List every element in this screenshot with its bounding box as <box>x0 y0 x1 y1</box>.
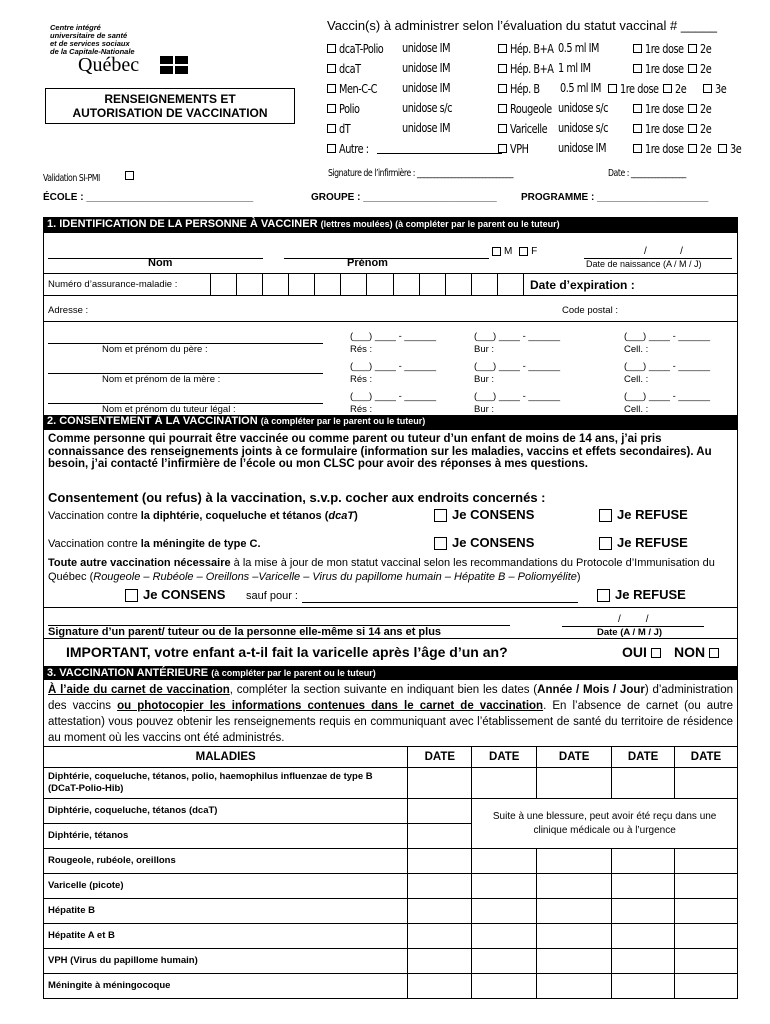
vaccine-name: Hép. B+A <box>510 41 554 56</box>
vaccine-name: dcaT-Polio <box>339 41 384 56</box>
phone-res[interactable]: (___) ____ - ______ <box>350 331 437 342</box>
dose2-checkbox[interactable] <box>688 64 697 73</box>
sex-options <box>492 246 537 257</box>
section3-subtitle: (à compléter par le parent ou le tuteur) <box>211 668 376 678</box>
vac2-consent-label: Je CONSENS <box>452 535 535 550</box>
section3-p3: . En l’absence de carnet (ou autre attestation) vous pouvez obtenir les renseignements requis en communiquant avec l’établissement de santé du territoire de résidence au moment où les vaccins ont été administrés. <box>48 700 734 744</box>
vac1-refuse-option[interactable] <box>599 507 688 522</box>
date-cell[interactable] <box>675 874 738 899</box>
date-cell[interactable] <box>472 849 537 874</box>
phone-cell[interactable]: (___) ____ - ______ <box>624 391 711 402</box>
section3-bold: Année / Mois / Jour <box>537 684 645 696</box>
date-cell[interactable] <box>408 824 472 849</box>
parent-name-label[interactable]: Nom et prénom du tuteur légal : <box>102 404 236 415</box>
date-cell[interactable] <box>675 974 738 999</box>
disease-cell: VPH (Virus du papillome humain) <box>44 949 408 974</box>
vaccine-name: Hép. B <box>510 81 540 96</box>
programme-field[interactable]: PROGRAMME : ____________________ <box>521 192 709 203</box>
other-consent-label: Je CONSENS <box>143 587 226 602</box>
dose1-checkbox[interactable] <box>633 104 642 113</box>
vaccine-name: Men-C-C <box>339 81 377 96</box>
table-row <box>44 799 738 824</box>
org-line1: Centre intégré <box>50 23 101 32</box>
consent-intro: Comme personne qui pourrait être vaccinée ou comme parent ou tuteur d’un enfant de moins de 14 ans, j’ai pris connaissance des renseignements joints à ce formulaire (information sur les maladies, vaccins et effets secondaires). Au besoin, j’ai contacté l’infirmière de l’école ou mon CLSC pour avoir des réponses à mes questions. <box>48 433 712 470</box>
date-cell[interactable] <box>612 899 675 924</box>
phone-bur[interactable]: (___) ____ - ______ <box>474 331 561 342</box>
date-cell[interactable] <box>537 899 612 924</box>
vaccine-option-right[interactable] <box>498 120 748 140</box>
date-cell[interactable] <box>537 849 612 874</box>
date-cell[interactable] <box>408 849 472 874</box>
vaccine-other-line[interactable] <box>377 153 502 154</box>
phone-bur-label: Bur : <box>474 344 495 355</box>
signature-date-slashes[interactable]: / / <box>618 614 649 625</box>
dose3-label: 3e <box>715 81 727 96</box>
vaccine-dose: unidose s/c <box>558 120 608 135</box>
phone-cell-label: Cell. : <box>624 344 649 355</box>
dose2-label: 2e <box>700 101 712 116</box>
title-line2: AUTORISATION DE VACCINATION <box>72 106 268 120</box>
vaccine-name: Varicelle <box>510 121 548 136</box>
date-cell[interactable] <box>472 874 537 899</box>
phone-res[interactable]: (___) ____ - ______ <box>350 391 437 402</box>
vaccine-option-right[interactable] <box>498 140 748 160</box>
dose2-label: 2e <box>700 61 712 76</box>
section2-body <box>43 430 738 666</box>
vac1-pre: Vaccination contre <box>48 510 141 522</box>
vaccine-checkbox[interactable] <box>327 84 336 93</box>
date-cell[interactable] <box>675 768 738 799</box>
phone-res[interactable]: (___) ____ - ______ <box>350 361 437 372</box>
vaccine-option-left[interactable] <box>327 140 497 160</box>
vaccine-dose: unidose IM <box>558 140 607 155</box>
vac1-row <box>48 507 734 522</box>
dose2-checkbox[interactable] <box>663 84 672 93</box>
dose1-checkbox[interactable] <box>633 124 642 133</box>
dose2-checkbox[interactable] <box>688 104 697 113</box>
col-date-4: DATE <box>612 747 675 768</box>
date-cell[interactable] <box>537 768 612 799</box>
org-line4: de la Capitale-Nationale <box>50 47 135 56</box>
date-cell[interactable] <box>408 974 472 999</box>
dose2-checkbox[interactable] <box>688 124 697 133</box>
parent-row <box>44 359 737 387</box>
disease-cell: Méningite à méningocoque <box>44 974 408 999</box>
phone-bur[interactable]: (___) ____ - ______ <box>474 391 561 402</box>
vac1-italic: dcaT <box>328 510 355 522</box>
vaccine-option-left[interactable] <box>327 100 497 120</box>
date-cell[interactable] <box>537 974 612 999</box>
col-date-5: DATE <box>675 747 738 768</box>
vaccine-name: VPH <box>510 141 529 156</box>
code-postal-label[interactable]: Code postal : <box>562 305 618 316</box>
sauf-pour-line[interactable] <box>302 602 578 603</box>
vaccine-dose: unidose IM <box>402 60 451 75</box>
vaccine-checkbox[interactable] <box>327 124 336 133</box>
vaccine-checkbox[interactable] <box>327 64 336 73</box>
vac1-bold: la diphtérie, coqueluche et tétanos ( <box>140 510 329 522</box>
date-cell[interactable] <box>537 924 612 949</box>
col-date-2: DATE <box>472 747 537 768</box>
vaccination-history-table <box>43 746 738 999</box>
date-cell[interactable] <box>537 874 612 899</box>
vaccine-dose: unidose s/c <box>558 100 608 115</box>
date-cell[interactable] <box>675 924 738 949</box>
section2-title: 2. CONSENTEMENT À LA VACCINATION <box>47 415 258 427</box>
disease-cell: Hépatite A et B <box>44 924 408 949</box>
dose1-label: 1re dose <box>645 41 684 56</box>
parent-row <box>44 329 737 357</box>
vaccine-dose: unidose IM <box>402 120 451 135</box>
date-cell[interactable] <box>675 949 738 974</box>
date-cell[interactable] <box>612 974 675 999</box>
vaccine-checkbox[interactable] <box>498 84 507 93</box>
dose3-label: 3e <box>730 141 742 156</box>
vaccine-name: Polio <box>339 101 360 116</box>
disease-cell: Diphtérie, tétanos <box>44 824 408 849</box>
dose2-checkbox[interactable] <box>688 144 697 153</box>
vaccines-right <box>498 40 748 160</box>
varicelle-oui[interactable] <box>622 644 664 660</box>
section2-subtitle: (à compléter par le parent ou le tuteur) <box>260 416 426 426</box>
vac1-refuse-label: Je REFUSE <box>617 507 688 522</box>
section3-bold-underline: ou photocopier les informations contenues dans le carnet de vaccination <box>117 700 544 712</box>
date-cell[interactable] <box>408 949 472 974</box>
dose1-label: 1re dose <box>645 61 684 76</box>
consent-title: Consentement (ou refus) à la vaccination, s.v.p. cocher aux endroits concernés : <box>48 490 546 505</box>
nom-label: Nom <box>148 257 173 269</box>
sex-m-checkbox[interactable] <box>492 247 501 256</box>
varicelle-non-label: NON <box>674 644 706 660</box>
groupe-field[interactable]: GROUPE : ________________________ <box>311 192 497 203</box>
dose1-label: 1re dose <box>645 121 684 136</box>
vaccine-option-right[interactable] <box>498 40 748 60</box>
phone-bur-label: Bur : <box>474 404 495 415</box>
date-cell[interactable] <box>675 899 738 924</box>
vaccine-dose: unidose s/c <box>402 100 452 115</box>
table-row <box>44 949 738 974</box>
vac2-refuse-label: Je REFUSE <box>617 535 688 550</box>
nurse-date[interactable]: Date : ________________ <box>608 168 686 179</box>
varicelle-non[interactable] <box>674 644 722 660</box>
validation-label: Validation SI-PMI <box>43 173 100 184</box>
vaccine-checkbox[interactable] <box>327 104 336 113</box>
col-maladies: MALADIES <box>44 747 408 768</box>
org-logo <box>50 23 200 76</box>
section3-paragraph <box>43 680 738 746</box>
date-cell[interactable] <box>408 768 472 799</box>
title-line1: RENSEIGNEMENTS ET <box>104 92 236 106</box>
vaccine-dose: 0.5 ml IM <box>558 40 599 55</box>
disease-cell: Hépatite B <box>44 899 408 924</box>
org-line3: et de services sociaux <box>50 39 130 48</box>
dob-field[interactable]: / / <box>644 246 683 257</box>
vaccine-option-left[interactable] <box>327 120 497 140</box>
vac2-pre: Vaccination contre <box>48 538 141 550</box>
date-cell[interactable] <box>472 768 537 799</box>
expiration-label[interactable]: Date d’expiration : <box>530 278 635 292</box>
vaccine-checkbox[interactable] <box>498 144 507 153</box>
date-cell[interactable] <box>472 949 537 974</box>
vaccine-dose: unidose IM <box>402 80 451 95</box>
phone-cell-label: Cell. : <box>624 374 649 385</box>
vac1-end: ) <box>354 510 358 522</box>
vaccine-option-left[interactable] <box>327 60 497 80</box>
org-line2: universitaire de santé <box>50 31 128 40</box>
sex-m-label: M <box>504 246 513 257</box>
table-row <box>44 899 738 924</box>
table-row <box>44 974 738 999</box>
vaccine-dose: 1 ml IM <box>558 60 591 75</box>
vaccine-checkbox[interactable] <box>498 124 507 133</box>
sex-f-checkbox[interactable] <box>519 247 528 256</box>
parent-row <box>44 389 737 417</box>
date-cell[interactable] <box>675 849 738 874</box>
section3-underline: À l’aide du carnet de vaccination <box>48 684 230 696</box>
date-cell[interactable] <box>472 974 537 999</box>
vaccine-checkbox[interactable] <box>498 44 507 53</box>
adresse-label[interactable]: Adresse : <box>48 305 89 316</box>
date-cell[interactable] <box>408 799 472 824</box>
signature-date-label: Date (A / M / J) <box>597 627 663 638</box>
phone-bur-label: Bur : <box>474 374 495 385</box>
other-vac-paragraph <box>48 556 738 584</box>
vac2-refuse-option[interactable] <box>599 535 688 550</box>
col-date-3: DATE <box>537 747 612 768</box>
parent-name-label[interactable]: Nom et prénom du père : <box>102 344 208 355</box>
dose3-checkbox[interactable] <box>703 84 712 93</box>
vaccine-dose: 0.5 ml IM <box>560 80 601 95</box>
phone-cell[interactable]: (___) ____ - ______ <box>624 361 711 372</box>
varicelle-question: IMPORTANT, votre enfant a-t-il fait la varicelle après l’âge d’un an? <box>66 644 508 660</box>
section1-body <box>43 233 738 415</box>
disease-cell: Diphtérie, coqueluche, tétanos (dcaT) <box>44 799 408 824</box>
section1-title: 1. IDENTIFICATION DE LA PERSONNE À VACCINER <box>47 218 318 230</box>
validation-row <box>43 168 733 184</box>
date-cell[interactable] <box>472 924 537 949</box>
other-vac-italic: Rougeole – Rubéole – Oreillons –Varicelle – Virus du papillome humain – Hépatite B – Poliomyélite <box>93 571 577 583</box>
table-row <box>44 849 738 874</box>
date-cell[interactable] <box>612 768 675 799</box>
dose1-label: 1re dose <box>620 81 659 96</box>
dose1-checkbox[interactable] <box>633 64 642 73</box>
dose3-checkbox[interactable] <box>718 144 727 153</box>
other-refuse-label: Je REFUSE <box>615 587 686 602</box>
other-vac-text2: ) <box>576 571 581 583</box>
phone-res-label: Rés : <box>350 404 373 415</box>
dose2-label: 2e <box>675 81 687 96</box>
disease-cell: Varicelle (picote) <box>44 874 408 899</box>
table-header-row <box>44 747 738 768</box>
section3-header <box>43 666 738 680</box>
other-vac-text1: à la mise à jour de mon statut vaccinal selon les recommandations du Protocole d’Immunisation du Québec ( <box>48 557 715 583</box>
phone-bur[interactable]: (___) ____ - ______ <box>474 361 561 372</box>
section3-p1: , compléter la section suivante en indiquant bien les dates ( <box>229 684 538 696</box>
col-date-1: DATE <box>408 747 472 768</box>
vaccine-name: dcaT <box>339 61 361 76</box>
date-cell[interactable] <box>408 874 472 899</box>
vaccine-header: Vaccin(s) à administrer selon l’évaluation du statut vaccinal # _____ <box>327 18 717 33</box>
vac2-bold: la méningite de type C. <box>140 538 261 550</box>
section1-subtitle: (lettres moulées) (à compléter par le parent ou le tuteur) <box>320 219 560 229</box>
vaccine-option-left[interactable] <box>327 40 497 60</box>
disease-cell: Diphtérie, coqueluche, tétanos, polio, haemophilus influenzae de type B (DCaT-Polio-Hib) <box>44 768 408 799</box>
school-row <box>43 192 738 203</box>
date-cell[interactable] <box>408 899 472 924</box>
title-box <box>45 88 295 124</box>
date-cell[interactable] <box>612 924 675 949</box>
vaccine-dose: unidose IM <box>402 40 451 55</box>
dose1-label: 1re dose <box>645 141 684 156</box>
quebec-flag-icon <box>160 56 188 74</box>
phone-res-label: Rés : <box>350 344 373 355</box>
other-vac-bold: Toute autre vaccination nécessaire <box>48 557 231 569</box>
section2-header <box>43 415 738 430</box>
vac1-consent-option[interactable] <box>434 507 534 522</box>
vaccine-option-right[interactable] <box>498 80 748 100</box>
ecole-field[interactable]: ÉCOLE : ______________________________ <box>43 192 254 203</box>
ramq-boxes[interactable] <box>210 273 524 295</box>
date-cell[interactable] <box>612 874 675 899</box>
signature-parent-label[interactable]: Signature d’un parent/ tuteur ou de la personne elle-même si 14 ans et plus <box>48 625 510 638</box>
vaccine-name: Hép. B+A <box>510 61 554 76</box>
table-row <box>44 768 738 799</box>
dose2-label: 2e <box>700 121 712 136</box>
disease-cell: Rougeole, rubéole, oreillons <box>44 849 408 874</box>
other-consent-option[interactable] <box>125 587 225 602</box>
prenom-label: Prénom <box>347 257 388 269</box>
dose2-label: 2e <box>700 141 712 156</box>
sex-f-label: F <box>531 246 538 257</box>
phone-cell[interactable]: (___) ____ - ______ <box>624 331 711 342</box>
vaccine-checkbox[interactable] <box>498 64 507 73</box>
dose1-label: 1re dose <box>645 101 684 116</box>
section3-title: 3. VACCINATION ANTÉRIEURE <box>47 667 209 679</box>
vaccine-name: Rougeole <box>510 101 552 116</box>
quebec-wordmark: Québec <box>78 54 140 76</box>
varicelle-oui-label: OUI <box>622 644 647 660</box>
vaccine-option-right[interactable] <box>498 100 748 120</box>
dose1-checkbox[interactable] <box>633 144 642 153</box>
vaccine-option-left[interactable] <box>327 80 497 100</box>
parent-name-label[interactable]: Nom et prénom de la mère : <box>102 374 221 385</box>
validation-checkbox[interactable] <box>125 171 134 180</box>
dose1-checkbox[interactable] <box>633 44 642 53</box>
vaccine-name: Autre : <box>339 141 369 156</box>
table-row <box>44 924 738 949</box>
table-row <box>44 874 738 899</box>
ramq-label: Numéro d’assurance-maladie : <box>48 279 178 290</box>
phone-res-label: Rés : <box>350 374 373 385</box>
vac1-consent-label: Je CONSENS <box>452 507 535 522</box>
vaccine-option-right[interactable] <box>498 60 748 80</box>
section3-p2: ) d’administration des vaccins <box>48 684 733 712</box>
section1-header <box>43 217 738 233</box>
dose1-checkbox[interactable] <box>608 84 617 93</box>
vaccine-checkbox[interactable] <box>498 104 507 113</box>
date-cell[interactable] <box>408 924 472 949</box>
phone-cell-label: Cell. : <box>624 404 649 415</box>
signature-nurse[interactable]: Signature de l’infirmière : ____________________________ <box>328 168 514 179</box>
other-refuse-option[interactable] <box>597 587 686 602</box>
dose2-label: 2e <box>700 41 712 56</box>
date-cell[interactable] <box>612 849 675 874</box>
vaccines-left <box>327 40 497 160</box>
dose2-checkbox[interactable] <box>688 44 697 53</box>
sauf-pour-label: sauf pour : <box>246 590 298 602</box>
vaccine-name: dT <box>339 121 351 136</box>
date-cell[interactable] <box>472 899 537 924</box>
date-cell[interactable] <box>537 949 612 974</box>
vaccine-checkbox[interactable] <box>327 44 336 53</box>
vac2-row <box>48 535 734 550</box>
injury-note: Suite à une blessure, peut avoir été reçu dans une clinique médicale ou à l’urgence <box>472 799 738 849</box>
dob-label: Date de naissance (A / M / J) <box>586 259 702 269</box>
date-cell[interactable] <box>612 949 675 974</box>
vaccine-checkbox[interactable] <box>327 144 336 153</box>
vac2-consent-option[interactable] <box>434 535 534 550</box>
